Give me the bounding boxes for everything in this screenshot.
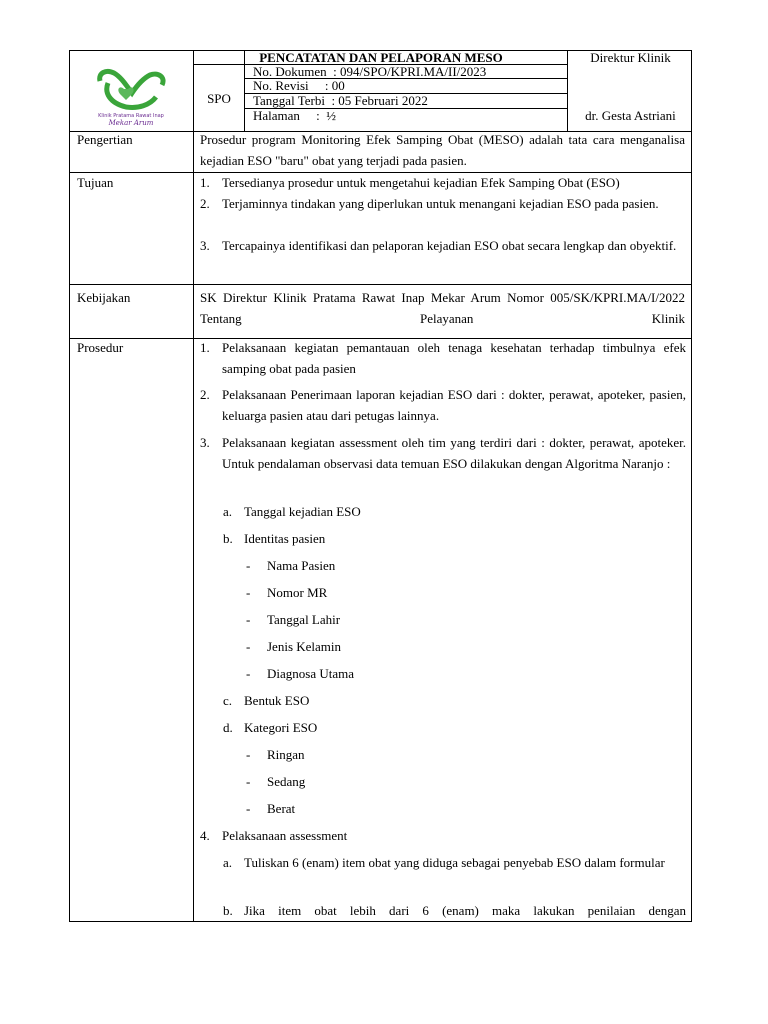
kebijakan-text: SK Direktur Klinik Pratama Rawat Inap Mekar Arum Nomor 005/SK/KPRI.MA/I/2022 Tentang Pelayanan Klinik bbox=[200, 290, 685, 326]
tujuan-item: 2. Terjaminnya tindakan yang diperlukan untuk menangani kejadian ESO pada pasien. bbox=[200, 196, 659, 211]
no-revisi: No. Revisi : 00 bbox=[253, 78, 345, 93]
tujuan-label: Tujuan bbox=[77, 175, 114, 190]
svg-text:Klinik Pratama Rawat Inap: Klinik Pratama Rawat Inap bbox=[98, 113, 164, 119]
approver-title: Direktur Klinik bbox=[590, 50, 671, 65]
prosedur-label: Prosedur bbox=[77, 340, 124, 355]
pengertian-text: Prosedur program Monitoring Efek Samping Obat (MESO) adalah tata cara menganalisa kejadian ESO "baru" obat yang terjadi pada pasien. bbox=[200, 132, 685, 168]
document-type: SPO bbox=[207, 91, 231, 106]
svg-text:Mekar Arum: Mekar Arum bbox=[108, 119, 154, 127]
document-title: PENCATATAN DAN PELAPORAN MESO bbox=[259, 50, 503, 65]
sub-item: Kategori ESO bbox=[244, 720, 318, 735]
sub-item: Bentuk ESO bbox=[244, 693, 310, 708]
sub-item: Tanggal kejadian ESO bbox=[244, 504, 361, 519]
prosedur-item: 3. Pelaksanaan kegiatan assessment oleh tim yang terdiri dari : dokter, perawat, apoteker. Untuk pendalaman observasi data temuan ESO dilakukan dengan Algoritma Naranjo : bbox=[200, 435, 686, 471]
prosedur-item: 1. Pelaksanaan kegiatan pemantauan oleh tenaga kesehatan terhadap timbulnya efek samping obat pada pasien bbox=[200, 340, 686, 376]
identitas-item: Diagnosa Utama bbox=[267, 666, 355, 681]
sub-item-label: d. bbox=[223, 720, 233, 735]
halaman: Halaman : ½ bbox=[253, 108, 337, 123]
approver-name: dr. Gesta Astriani bbox=[585, 108, 676, 123]
sub-item-label: b. bbox=[223, 903, 233, 918]
kategori-item: Berat bbox=[267, 801, 296, 816]
tujuan-item: 1. Tersedianya prosedur untuk mengetahui kejadian Efek Samping Obat (ESO) bbox=[200, 175, 620, 190]
sub-item: Tuliskan 6 (enam) item obat yang diduga sebagai penyebab ESO dalam formular bbox=[244, 855, 665, 870]
sub-item-label: a. bbox=[223, 504, 233, 519]
identitas-item: Nama Pasien bbox=[267, 558, 336, 573]
clinic-logo bbox=[76, 57, 186, 129]
no-dokumen: No. Dokumen : 094/SPO/KPRI.MA/II/2023 bbox=[253, 64, 487, 79]
sub-item-label: a. bbox=[223, 855, 233, 870]
sub-item-label: b. bbox=[223, 531, 233, 546]
pengertian-label: Pengertian bbox=[77, 132, 133, 147]
spo-document bbox=[69, 50, 692, 922]
kategori-item: Sedang bbox=[267, 774, 306, 789]
sub-item-label: c. bbox=[223, 693, 233, 708]
sub-item: Jika item obat lebih dari 6 (enam) maka lakukan penilaian dengan bbox=[244, 903, 686, 918]
kebijakan-label: Kebijakan bbox=[77, 290, 131, 305]
document-body: Pengertian Prosedur program Monitoring Efek Samping Obat (MESO) adalah tata cara menganalisa kejadian ESO "baru" obat yang terjadi pada pasien. Tujuan 1. Tersedianya prosedur untuk mengetahui kejadian Efek Samping Obat (ESO) 2. Terjaminnya tindakan yang diperlukan untuk menangani kejadian ESO pada pasien. 3. Tercapainya identifikasi dan pelaporan kejadian ESO obat secara lengkap dan obyektif. Kebijakan SK Direktur Klinik Pratama Rawat Inap Mekar Arum Nomor 005/SK/KPRI.MA/I/2022 Tentang Pelayanan Klinik Prosedur 1. Pelaksanaan kegiatan pemantauan oleh tenaga kesehatan terhadap timbulnya efek samping obat pada pasien 2. Pelaksanaan Penerimaan laporan kejadian ESO dari : dokter, perawat, apoteker, pasien, keluarga pasien atau dari petugas lainnya. 3. Pelaksanaan kegiatan assessment oleh tim yang terdiri dari : dokter, perawat, apoteker. Untuk pendalaman observasi data temuan ESO dilakukan dengan Algoritma Naranjo : a. Tanggal kejadian ESO b. Identitas pasien - Nama Pasien - Nomor MR - Tanggal Lahir - Jenis Kelamin - Diagnosa Utama c. Bentuk ESO d. Kategori ESO - Ringan - Sedang - Berat 4. Pelaksanaan assessment a. Tuliskan 6 (enam) item obat yang diduga sebagai penyebab ESO dalam formular b. Jika item obat lebih dari 6 (enam) maka lakukan penilaian dengan bbox=[69, 132, 692, 922]
kategori-item: Ringan bbox=[267, 747, 305, 762]
document-header bbox=[69, 50, 692, 132]
prosedur-item: 4. Pelaksanaan assessment bbox=[200, 828, 348, 843]
prosedur-item: 2. Pelaksanaan Penerimaan laporan kejadian ESO dari : dokter, perawat, apoteker, pasien, keluarga pasien atau dari petugas lainnya. bbox=[200, 387, 686, 423]
tanggal-terbit: Tanggal Terbi : 05 Februari 2022 bbox=[253, 93, 428, 108]
sub-item: Identitas pasien bbox=[244, 531, 326, 546]
tujuan-item: 3. Tercapainya identifikasi dan pelaporan kejadian ESO obat secara lengkap dan obyektif. bbox=[200, 238, 677, 253]
identitas-item: Jenis Kelamin bbox=[267, 639, 342, 654]
identitas-item: Nomor MR bbox=[267, 585, 328, 600]
identitas-item: Tanggal Lahir bbox=[267, 612, 341, 627]
